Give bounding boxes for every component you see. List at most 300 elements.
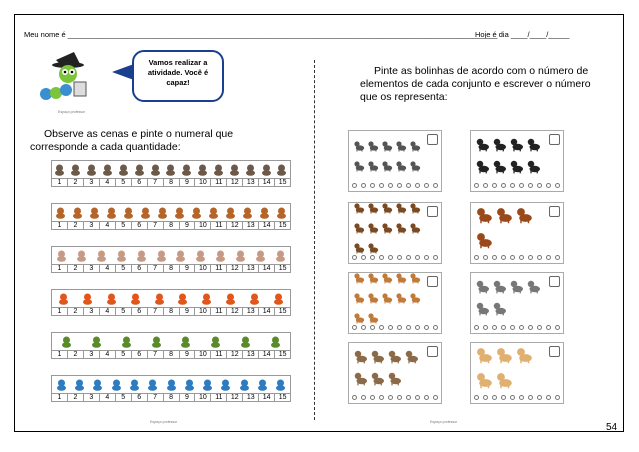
fox-icon bbox=[147, 290, 171, 307]
count-dot[interactable] bbox=[501, 255, 506, 260]
count-dot[interactable] bbox=[370, 183, 375, 188]
numeral-cell[interactable]: 5 bbox=[115, 394, 131, 401]
chihuahua-icon bbox=[367, 291, 379, 309]
row-parrot bbox=[51, 375, 291, 402]
count-dot[interactable] bbox=[352, 183, 357, 188]
numeral-cell[interactable]: 7 bbox=[147, 222, 163, 229]
numeral-cell[interactable]: 10 bbox=[194, 394, 210, 401]
count-dot[interactable] bbox=[388, 183, 393, 188]
pig-icon bbox=[230, 247, 250, 264]
count-dot[interactable] bbox=[379, 325, 384, 330]
speech-bubble-tail bbox=[112, 64, 134, 80]
count-dots bbox=[474, 325, 560, 330]
answer-box[interactable] bbox=[427, 346, 438, 357]
animal-group bbox=[475, 278, 551, 322]
chihuahua-icon bbox=[353, 271, 365, 289]
count-dot[interactable] bbox=[370, 395, 375, 400]
count-dot[interactable] bbox=[555, 255, 560, 260]
numeral-cell[interactable]: 9 bbox=[179, 308, 195, 315]
count-dot[interactable] bbox=[510, 255, 515, 260]
numeral-cell[interactable]: 1 bbox=[57, 308, 62, 315]
count-dot[interactable] bbox=[555, 325, 560, 330]
grey-dog-icon bbox=[492, 279, 507, 299]
cat-icon bbox=[409, 139, 421, 157]
pig-icon bbox=[52, 247, 72, 264]
turtle-icon bbox=[112, 333, 142, 350]
pug-icon bbox=[353, 349, 368, 369]
numeral-cell[interactable]: 3 bbox=[83, 265, 99, 272]
dalmatian-icon bbox=[492, 137, 507, 157]
count-dot[interactable] bbox=[397, 325, 402, 330]
numeral-cell[interactable]: 1 bbox=[57, 222, 62, 229]
numeral-cell[interactable]: 8 bbox=[163, 351, 179, 358]
count-dot[interactable] bbox=[474, 395, 479, 400]
numeral-cell[interactable]: 14 bbox=[258, 179, 274, 186]
card-brown-dog bbox=[348, 202, 442, 264]
numeral-cell[interactable]: 15 bbox=[274, 394, 290, 401]
count-dot[interactable] bbox=[510, 325, 515, 330]
dog-icon bbox=[258, 161, 274, 178]
numeral-cell[interactable]: 11 bbox=[210, 265, 226, 272]
count-dot[interactable] bbox=[528, 183, 533, 188]
numeral-cell[interactable]: 8 bbox=[163, 308, 179, 315]
animal-strip bbox=[51, 246, 291, 264]
numeral-cell[interactable]: 13 bbox=[242, 394, 258, 401]
numeral-cell[interactable]: 2 bbox=[67, 222, 83, 229]
numeral-cell[interactable]: 9 bbox=[179, 222, 195, 229]
numeral-cell[interactable]: 12 bbox=[226, 394, 242, 401]
fox-icon bbox=[195, 290, 219, 307]
count-dot[interactable] bbox=[546, 395, 551, 400]
numeral-cell[interactable]: 10 bbox=[194, 308, 210, 315]
count-dot[interactable] bbox=[483, 183, 488, 188]
count-dot[interactable] bbox=[388, 395, 393, 400]
numeral-cell[interactable]: 4 bbox=[99, 308, 115, 315]
count-dot[interactable] bbox=[379, 255, 384, 260]
count-dot[interactable] bbox=[483, 255, 488, 260]
dog-icon bbox=[226, 161, 242, 178]
count-dot[interactable] bbox=[433, 325, 438, 330]
count-dot[interactable] bbox=[433, 395, 438, 400]
count-dot[interactable] bbox=[537, 395, 542, 400]
parrot-icon bbox=[70, 376, 88, 393]
name-line: Meu nome é _______________________________________________________________________________________________________ bbox=[24, 30, 498, 39]
numeral-cell[interactable]: 1 bbox=[57, 179, 62, 186]
count-dot[interactable] bbox=[483, 325, 488, 330]
count-dot[interactable] bbox=[537, 325, 542, 330]
numeral-cell[interactable]: 6 bbox=[131, 179, 147, 186]
count-dot[interactable] bbox=[388, 325, 393, 330]
count-dots bbox=[352, 395, 438, 400]
count-dots bbox=[474, 183, 560, 188]
numeral-cell[interactable]: 3 bbox=[83, 351, 99, 358]
count-dot[interactable] bbox=[424, 325, 429, 330]
turtle-icon bbox=[231, 333, 261, 350]
count-dot[interactable] bbox=[361, 325, 366, 330]
numeral-cell[interactable]: 4 bbox=[99, 179, 115, 186]
numeral-cell[interactable]: 9 bbox=[179, 351, 195, 358]
pig-icon bbox=[191, 247, 211, 264]
count-dot[interactable] bbox=[546, 255, 551, 260]
count-dot[interactable] bbox=[501, 183, 506, 188]
count-dot[interactable] bbox=[352, 325, 357, 330]
squirrel-icon bbox=[86, 204, 103, 221]
numeral-cell[interactable]: 2 bbox=[67, 265, 83, 272]
brown-dog-icon bbox=[409, 201, 421, 219]
count-dot[interactable] bbox=[415, 255, 420, 260]
numeral-cell[interactable]: 5 bbox=[115, 222, 131, 229]
numeral-cell[interactable]: 6 bbox=[131, 394, 147, 401]
count-dot[interactable] bbox=[501, 395, 506, 400]
numeral-cell[interactable]: 3 bbox=[83, 222, 99, 229]
numeral-cell[interactable]: 11 bbox=[210, 308, 226, 315]
numeral-cell[interactable]: 11 bbox=[210, 394, 226, 401]
dog-icon bbox=[147, 161, 163, 178]
dog-icon bbox=[84, 161, 100, 178]
pig-icon bbox=[151, 247, 171, 264]
numeral-cell[interactable]: 10 bbox=[194, 265, 210, 272]
count-dot[interactable] bbox=[352, 395, 357, 400]
answer-box[interactable] bbox=[427, 134, 438, 145]
animal-group bbox=[475, 208, 551, 252]
numeral-cell[interactable]: 14 bbox=[258, 394, 274, 401]
count-dot[interactable] bbox=[492, 395, 497, 400]
numeral-cell[interactable]: 5 bbox=[115, 351, 131, 358]
numeral-cell[interactable]: 2 bbox=[67, 179, 83, 186]
card-chihuahua bbox=[348, 272, 442, 334]
fox-icon bbox=[242, 290, 266, 307]
fox-icon bbox=[266, 290, 290, 307]
count-dot[interactable] bbox=[474, 183, 479, 188]
numeral-cell[interactable]: 9 bbox=[179, 179, 195, 186]
fox-icon bbox=[76, 290, 100, 307]
numeral-strip bbox=[51, 393, 291, 402]
right-instruction: Pinte as bolinhas de acordo com o número de elementos de cada conjunto e escrever o número que os representa: bbox=[360, 65, 591, 104]
caterpillar-mascot-icon bbox=[36, 50, 98, 108]
squirrel-icon bbox=[222, 204, 239, 221]
numeral-cell[interactable]: 3 bbox=[83, 394, 99, 401]
numeral-cell[interactable]: 13 bbox=[242, 351, 258, 358]
count-dot[interactable] bbox=[555, 183, 560, 188]
dog-icon bbox=[163, 161, 179, 178]
squirrel-icon bbox=[256, 204, 273, 221]
numeral-cell[interactable]: 4 bbox=[99, 394, 115, 401]
pug-icon bbox=[404, 349, 419, 369]
count-dot[interactable] bbox=[510, 395, 515, 400]
chihuahua-icon bbox=[409, 271, 421, 289]
numeral-strip bbox=[51, 221, 291, 230]
dog-icon bbox=[211, 161, 227, 178]
dog-icon bbox=[131, 161, 147, 178]
dog-icon bbox=[179, 161, 195, 178]
count-dot[interactable] bbox=[361, 395, 366, 400]
animal-strip bbox=[51, 289, 291, 307]
numeral-cell[interactable]: 9 bbox=[179, 265, 195, 272]
left-footer-note: Espaço professor bbox=[150, 420, 178, 424]
numeral-cell[interactable]: 14 bbox=[258, 308, 274, 315]
numeral-cell[interactable]: 11 bbox=[210, 351, 226, 358]
count-dot[interactable] bbox=[546, 325, 551, 330]
answer-box[interactable] bbox=[427, 276, 438, 287]
numeral-cell[interactable]: 5 bbox=[115, 265, 131, 272]
numeral-cell[interactable]: 2 bbox=[67, 394, 83, 401]
dalmatian-icon bbox=[475, 159, 490, 179]
answer-box[interactable] bbox=[549, 134, 560, 145]
numeral-cell[interactable]: 6 bbox=[131, 222, 147, 229]
parrot-icon bbox=[144, 376, 162, 393]
count-dot[interactable] bbox=[528, 255, 533, 260]
numeral-cell[interactable]: 5 bbox=[115, 308, 131, 315]
count-dot[interactable] bbox=[415, 325, 420, 330]
dog-icon bbox=[68, 161, 84, 178]
numeral-cell[interactable]: 7 bbox=[147, 394, 163, 401]
animal-group bbox=[353, 136, 429, 180]
squirrel-icon bbox=[239, 204, 256, 221]
page-divider bbox=[314, 60, 315, 420]
count-dot[interactable] bbox=[492, 183, 497, 188]
parrot-icon bbox=[125, 376, 143, 393]
chihuahua-icon bbox=[367, 271, 379, 289]
count-dot[interactable] bbox=[361, 183, 366, 188]
numeral-cell[interactable]: 14 bbox=[258, 265, 274, 272]
numeral-cell[interactable]: 15 bbox=[274, 265, 290, 272]
squirrel-icon bbox=[188, 204, 205, 221]
count-dot[interactable] bbox=[433, 183, 438, 188]
count-dot[interactable] bbox=[555, 395, 560, 400]
squirrel-icon bbox=[205, 204, 222, 221]
numeral-cell[interactable]: 5 bbox=[115, 179, 131, 186]
numeral-cell[interactable]: 10 bbox=[194, 222, 210, 229]
parrot-icon bbox=[253, 376, 271, 393]
count-dot[interactable] bbox=[492, 255, 497, 260]
count-dot[interactable] bbox=[519, 255, 524, 260]
count-dot[interactable] bbox=[424, 183, 429, 188]
count-dot[interactable] bbox=[474, 255, 479, 260]
numeral-cell[interactable]: 12 bbox=[226, 265, 242, 272]
numeral-cell[interactable]: 10 bbox=[194, 179, 210, 186]
numeral-cell[interactable]: 11 bbox=[210, 179, 226, 186]
numeral-cell[interactable]: 3 bbox=[83, 308, 99, 315]
brown-dog-icon bbox=[381, 201, 393, 219]
count-dot[interactable] bbox=[424, 395, 429, 400]
numeral-cell[interactable]: 13 bbox=[242, 222, 258, 229]
row-pig bbox=[51, 246, 291, 273]
animal-strip bbox=[51, 375, 291, 393]
numeral-cell[interactable]: 4 bbox=[99, 351, 115, 358]
dog-icon bbox=[115, 161, 131, 178]
numeral-cell[interactable]: 15 bbox=[274, 351, 290, 358]
count-dot[interactable] bbox=[474, 325, 479, 330]
count-dot[interactable] bbox=[415, 395, 420, 400]
brown-dog-icon bbox=[367, 201, 379, 219]
count-dot[interactable] bbox=[546, 183, 551, 188]
pug-icon bbox=[370, 349, 385, 369]
cat-icon bbox=[395, 159, 407, 177]
card-cat bbox=[348, 130, 442, 192]
numeral-cell[interactable]: 8 bbox=[163, 179, 179, 186]
numeral-cell[interactable]: 8 bbox=[163, 222, 179, 229]
grey-dog-icon bbox=[509, 279, 524, 299]
animal-group bbox=[353, 278, 429, 322]
count-dot[interactable] bbox=[483, 395, 488, 400]
count-dot[interactable] bbox=[528, 395, 533, 400]
numeral-cell[interactable]: 13 bbox=[242, 179, 258, 186]
numeral-cell[interactable]: 6 bbox=[131, 351, 147, 358]
count-dot[interactable] bbox=[397, 183, 402, 188]
count-dot[interactable] bbox=[492, 325, 497, 330]
numeral-strip bbox=[51, 350, 291, 359]
cat-icon bbox=[367, 139, 379, 157]
numeral-cell[interactable]: 4 bbox=[99, 222, 115, 229]
count-dot[interactable] bbox=[406, 183, 411, 188]
numeral-cell[interactable]: 3 bbox=[83, 179, 99, 186]
right-footer-note: Espaço professor bbox=[430, 420, 458, 424]
pig-icon bbox=[111, 247, 131, 264]
squirrel-icon bbox=[273, 204, 290, 221]
answer-box[interactable] bbox=[549, 346, 560, 357]
row-squirrel bbox=[51, 203, 291, 230]
numeral-cell[interactable]: 8 bbox=[163, 394, 179, 401]
numeral-cell[interactable]: 1 bbox=[57, 351, 62, 358]
animal-group bbox=[353, 208, 429, 252]
numeral-cell[interactable]: 6 bbox=[131, 308, 147, 315]
numeral-cell[interactable]: 6 bbox=[131, 265, 147, 272]
numeral-cell[interactable]: 10 bbox=[194, 351, 210, 358]
count-dot[interactable] bbox=[528, 325, 533, 330]
count-dot[interactable] bbox=[361, 255, 366, 260]
numeral-cell[interactable]: 9 bbox=[179, 394, 195, 401]
dog-icon bbox=[52, 161, 68, 178]
count-dot[interactable] bbox=[370, 255, 375, 260]
dachshund-icon bbox=[515, 206, 533, 229]
pug-icon bbox=[387, 349, 402, 369]
pug-icon bbox=[353, 371, 368, 391]
pig-icon bbox=[72, 247, 92, 264]
brown-dog-icon bbox=[381, 221, 393, 239]
grey-dog-icon bbox=[475, 279, 490, 299]
fox-icon bbox=[123, 290, 147, 307]
squirrel-icon bbox=[103, 204, 120, 221]
numeral-cell[interactable]: 13 bbox=[242, 265, 258, 272]
grey-dog-icon bbox=[475, 301, 490, 321]
numeral-cell[interactable]: 7 bbox=[147, 265, 163, 272]
count-dot[interactable] bbox=[415, 183, 420, 188]
count-dots bbox=[352, 325, 438, 330]
count-dot[interactable] bbox=[379, 183, 384, 188]
count-dot[interactable] bbox=[397, 255, 402, 260]
numeral-cell[interactable]: 7 bbox=[147, 351, 163, 358]
numeral-strip bbox=[51, 307, 291, 316]
answer-box[interactable] bbox=[549, 206, 560, 217]
numeral-cell[interactable]: 11 bbox=[210, 222, 226, 229]
turtle-icon bbox=[52, 333, 82, 350]
dalmatian-icon bbox=[526, 137, 541, 157]
parrot-icon bbox=[89, 376, 107, 393]
dog-icon bbox=[195, 161, 211, 178]
count-dot[interactable] bbox=[406, 255, 411, 260]
parrot-icon bbox=[107, 376, 125, 393]
count-dot[interactable] bbox=[537, 255, 542, 260]
numeral-cell[interactable]: 14 bbox=[258, 222, 274, 229]
numeral-cell[interactable]: 2 bbox=[67, 308, 83, 315]
parrot-icon bbox=[52, 376, 70, 393]
numeral-cell[interactable]: 13 bbox=[242, 308, 258, 315]
card-dachshund bbox=[470, 202, 564, 264]
count-dot[interactable] bbox=[433, 255, 438, 260]
dalmatian-icon bbox=[526, 159, 541, 179]
card-grey-dog bbox=[470, 272, 564, 334]
cat-icon bbox=[353, 139, 365, 157]
numeral-cell[interactable]: 1 bbox=[57, 394, 62, 401]
count-dot[interactable] bbox=[352, 255, 357, 260]
dachshund-icon bbox=[475, 206, 493, 229]
pug-icon bbox=[387, 371, 402, 391]
count-dot[interactable] bbox=[397, 395, 402, 400]
numeral-cell[interactable]: 7 bbox=[147, 179, 163, 186]
count-dot[interactable] bbox=[388, 255, 393, 260]
count-dot[interactable] bbox=[519, 395, 524, 400]
numeral-cell[interactable]: 15 bbox=[274, 308, 290, 315]
numeral-cell[interactable]: 12 bbox=[226, 179, 242, 186]
date-line: Hoje é dia ____/____/_____ bbox=[475, 30, 570, 39]
speech-bubble: Vamos realizar a atividade. Você é capaz! bbox=[132, 50, 224, 102]
answer-box[interactable] bbox=[427, 206, 438, 217]
parrot-icon bbox=[180, 376, 198, 393]
grey-dog-icon bbox=[526, 279, 541, 299]
numeral-cell[interactable]: 12 bbox=[226, 351, 242, 358]
dog-icon bbox=[100, 161, 116, 178]
count-dots bbox=[474, 255, 560, 260]
turtle-icon bbox=[201, 333, 231, 350]
numeral-cell[interactable]: 4 bbox=[99, 265, 115, 272]
numeral-cell[interactable]: 15 bbox=[274, 222, 290, 229]
dalmatian-icon bbox=[509, 159, 524, 179]
numeral-cell[interactable]: 2 bbox=[67, 351, 83, 358]
count-dot[interactable] bbox=[519, 325, 524, 330]
card-dalmatian bbox=[470, 130, 564, 192]
count-dot[interactable] bbox=[379, 395, 384, 400]
dachshund-icon bbox=[495, 206, 513, 229]
squirrel-icon bbox=[154, 204, 171, 221]
count-dot[interactable] bbox=[510, 183, 515, 188]
chihuahua-icon bbox=[409, 291, 421, 309]
left-instruction: Observe as cenas e pinte o numeral que corresponde a cada quantidade: bbox=[30, 128, 234, 154]
numeral-cell[interactable]: 8 bbox=[163, 265, 179, 272]
dachshund-icon bbox=[475, 231, 493, 254]
count-dot[interactable] bbox=[501, 325, 506, 330]
pig-icon bbox=[250, 247, 270, 264]
count-dot[interactable] bbox=[370, 325, 375, 330]
chihuahua-icon bbox=[395, 291, 407, 309]
numeral-cell[interactable]: 15 bbox=[274, 179, 290, 186]
numeral-cell[interactable]: 1 bbox=[57, 265, 62, 272]
count-dot[interactable] bbox=[537, 183, 542, 188]
numeral-cell[interactable]: 12 bbox=[226, 222, 242, 229]
count-dot[interactable] bbox=[406, 325, 411, 330]
numeral-cell[interactable]: 14 bbox=[258, 351, 274, 358]
numeral-cell[interactable]: 7 bbox=[147, 308, 163, 315]
fox-icon bbox=[52, 290, 76, 307]
count-dot[interactable] bbox=[406, 395, 411, 400]
pig-icon bbox=[211, 247, 231, 264]
numeral-cell[interactable]: 12 bbox=[226, 308, 242, 315]
count-dot[interactable] bbox=[424, 255, 429, 260]
count-dot[interactable] bbox=[519, 183, 524, 188]
count-dots bbox=[352, 255, 438, 260]
chihuahua-icon bbox=[381, 291, 393, 309]
answer-box[interactable] bbox=[549, 276, 560, 287]
row-dog bbox=[51, 160, 291, 187]
